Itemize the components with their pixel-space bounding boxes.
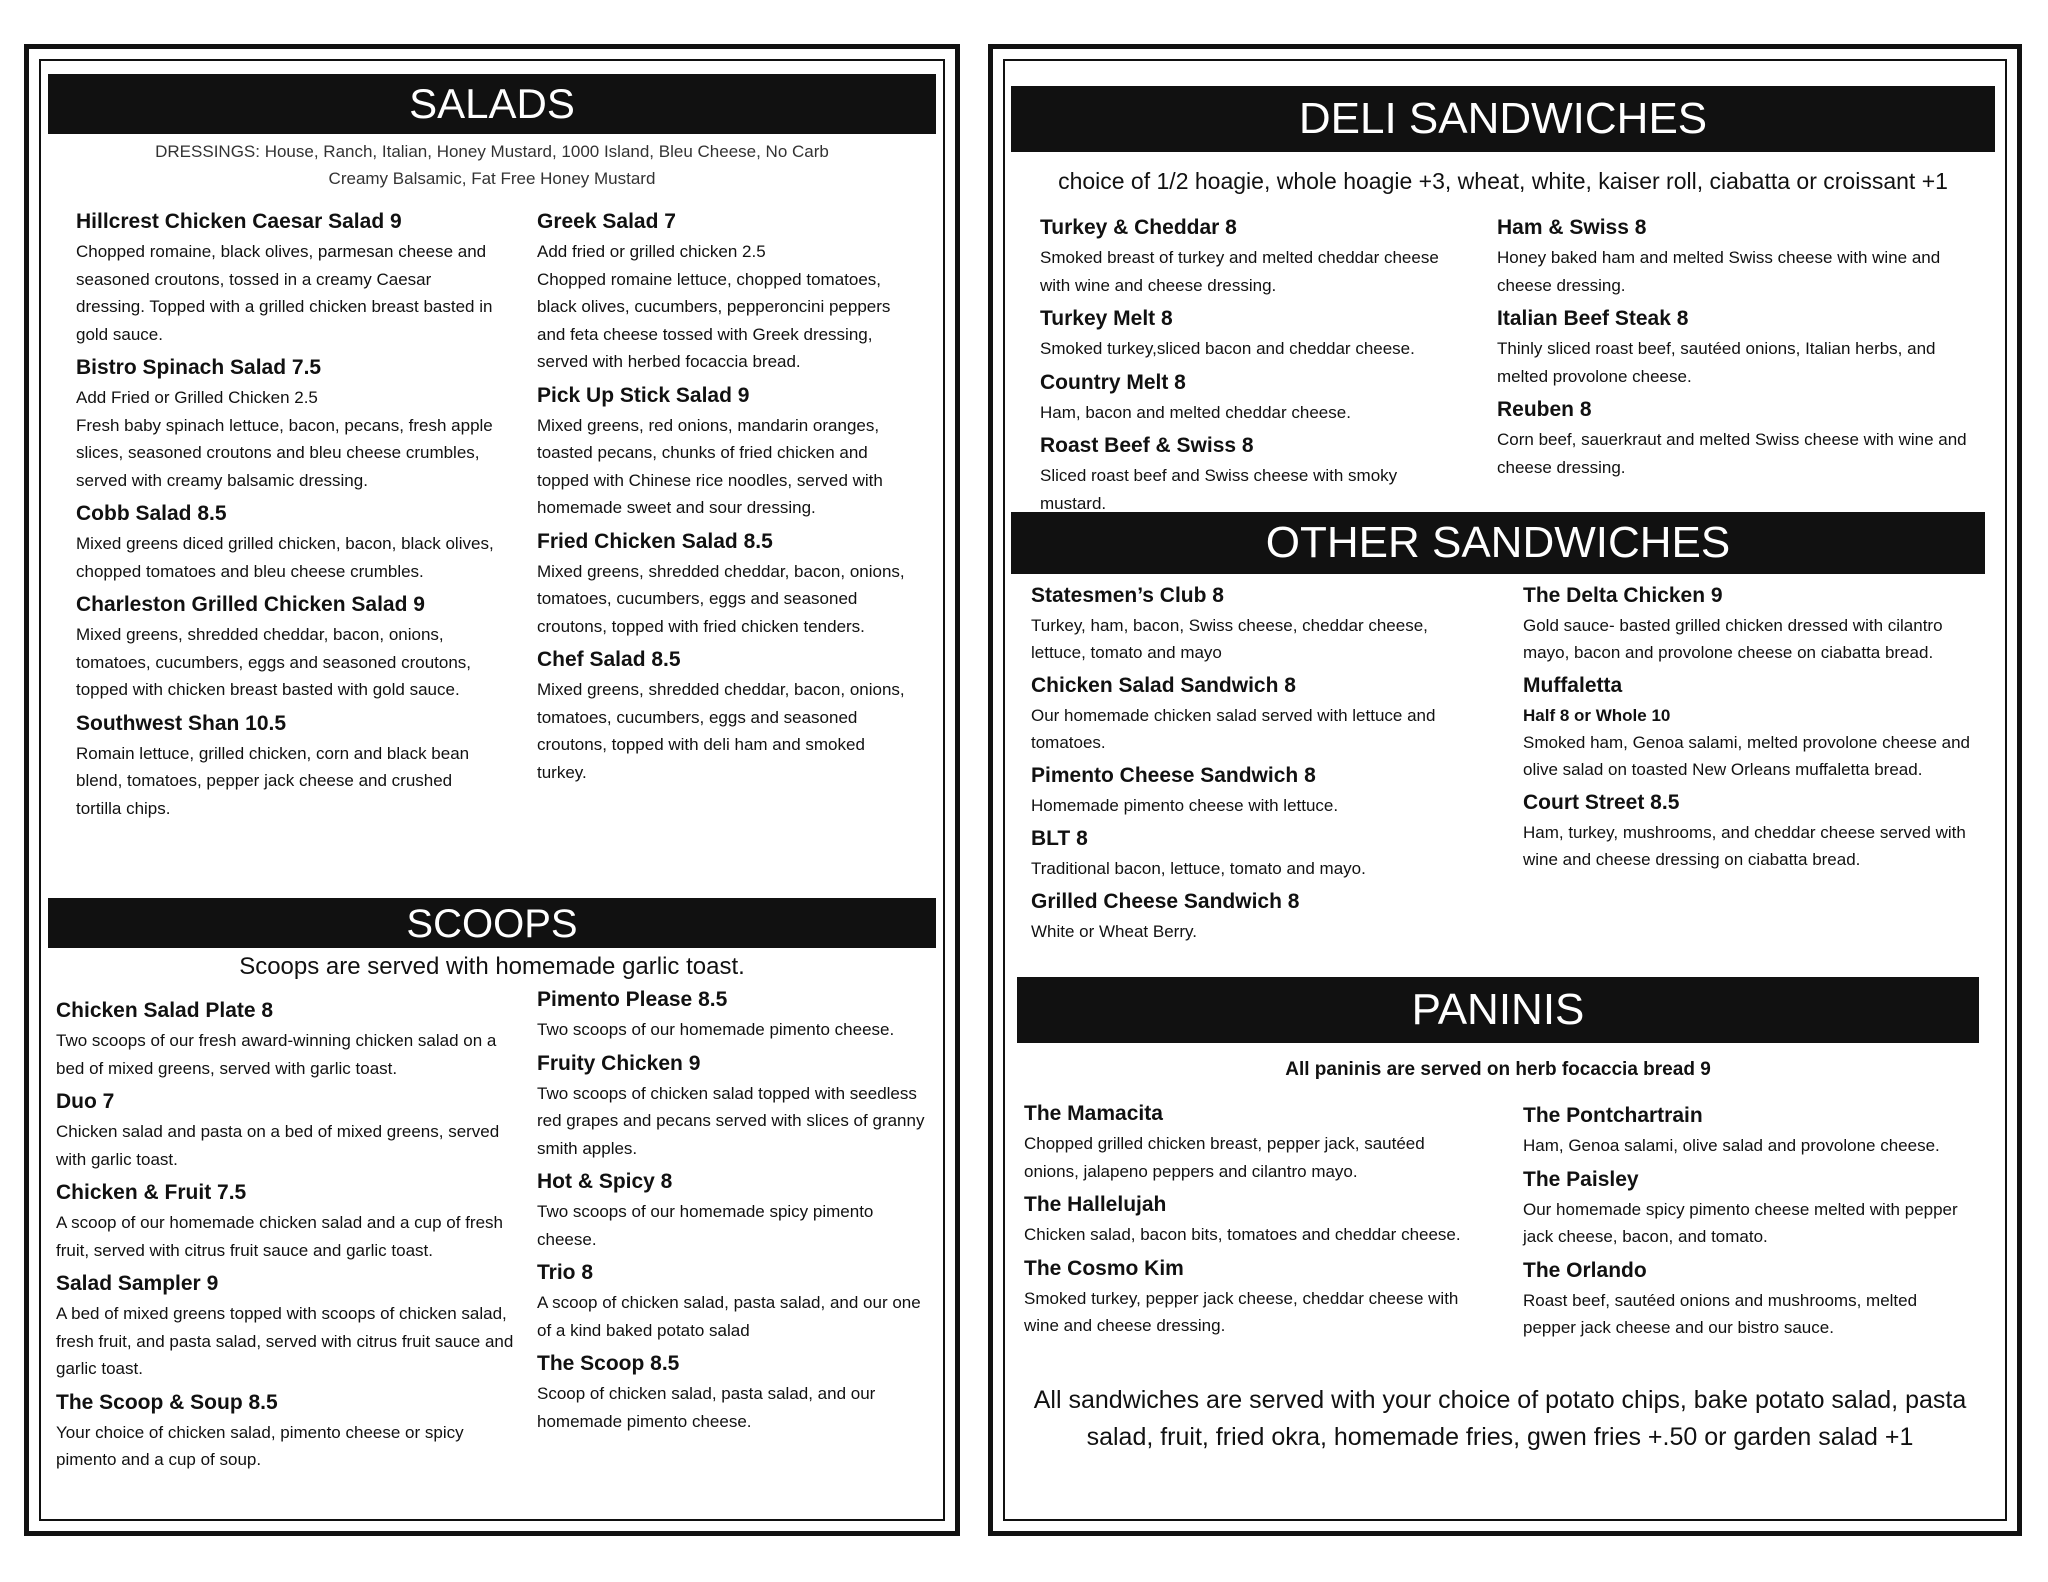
deli-right-column: [1497, 212, 1977, 485]
menu-item-description: Honey baked ham and melted Swiss cheese with wine and cheese dressing.: [1497, 248, 1941, 295]
menu-item-name: Chicken Salad Plate 8: [56, 999, 274, 1022]
menu-item: [1031, 886, 1481, 945]
menu-item-name: Duo 7: [56, 1090, 115, 1113]
menu-item: [1523, 1100, 1973, 1160]
menu-item: [1024, 1189, 1484, 1249]
menu-item-name: Chicken Salad Sandwich 8: [1031, 674, 1296, 697]
paninis-left-column: [1024, 1098, 1484, 1344]
menu-item-description: Two scoops of chicken salad topped with seedless red grapes and pecans served with slices of granny smith apples.: [537, 1083, 925, 1158]
menu-item-name: The Scoop 8.5: [537, 1352, 680, 1375]
salads-dressings: [48, 138, 936, 192]
menu-item: [56, 1086, 516, 1173]
menu-item-description: Mixed greens, shredded cheddar, bacon, onions, tomatoes, cucumbers, eggs and seasoned croutons, topped with chicken breast basted with gold sauce.: [76, 625, 472, 699]
menu-item-name: BLT 8: [1031, 827, 1088, 850]
menu-item: [537, 1257, 927, 1344]
deli-left-column: [1040, 212, 1460, 521]
salads-left-column: [76, 206, 496, 826]
deli-subtitle: choice of 1/2 hoagie, whole hoagie +3, wheat, white, kaiser roll, ciabatta or croissant +1: [1058, 168, 1948, 194]
menu-item-name: Bistro Spinach Salad 7.5: [76, 356, 322, 379]
menu-item-name: Cobb Salad 8.5: [76, 502, 227, 525]
salads-title: SALADS: [409, 80, 575, 127]
scoops-left-column: [56, 995, 516, 1478]
dressings-line-1: DRESSINGS: House, Ranch, Italian, Honey Mustard, 1000 Island, Bleu Cheese, No Carb: [155, 142, 829, 161]
menu-item: [1497, 394, 1977, 481]
menu-item: [1523, 787, 1973, 873]
menu-item: [1031, 823, 1481, 882]
menu-item-name: Country Melt 8: [1040, 370, 1186, 394]
menu-item-name: Turkey & Cheddar 8: [1040, 216, 1237, 239]
menu-item: [537, 206, 917, 376]
menu-item: [1523, 1255, 1973, 1342]
menu-item-name: Court Street 8.5: [1523, 791, 1680, 814]
scoops-banner: [48, 898, 936, 948]
menu-item-description: Your choice of chicken salad, pimento cheese or spicy pimento and a cup of soup.: [56, 1422, 464, 1469]
salads-banner: [48, 74, 936, 134]
menu-item-name: Grilled Cheese Sandwich 8: [1031, 890, 1300, 913]
menu-item-name: Statesmen’s Club 8: [1031, 584, 1224, 607]
menu-item-name: Trio 8: [537, 1261, 594, 1284]
menu-item-description: Our homemade chicken salad served with lettuce and tomatoes.: [1031, 706, 1436, 752]
menu-item: [537, 984, 927, 1044]
menu-item: [56, 1177, 516, 1264]
menu-item: [1523, 1164, 1973, 1251]
menu-item-description: Mixed greens, red onions, mandarin oranges, toasted pecans, chunks of fried chicken and topped with Chinese rice noodles, served with homemade sweet and sour dressing.: [537, 415, 883, 517]
menu-item-description: Scoop of chicken salad, pasta salad, and our homemade pimento cheese.: [537, 1384, 876, 1431]
menu-item: [56, 995, 516, 1082]
menu-item-name: The Paisley: [1523, 1167, 1639, 1191]
menu-item-name: The Delta Chicken 9: [1523, 584, 1723, 607]
menu-item-description: Smoked ham, Genoa salami, melted provolone cheese and olive salad on toasted New Orleans muffaletta bread.: [1523, 733, 1970, 779]
other-right-column: [1523, 580, 1973, 877]
menu-item-description: Ham, turkey, mushrooms, and cheddar cheese served with wine and cheese dressing on ciabatta bread.: [1523, 823, 1966, 869]
menu-item-description: Chopped grilled chicken breast, pepper jack, sautéed onions, jalapeno peppers and cilantro mayo.: [1024, 1134, 1425, 1181]
menu-item: [1040, 367, 1460, 427]
menu-item: [1497, 212, 1977, 299]
menu-item-description: Ham, Genoa salami, olive salad and provolone cheese.: [1523, 1136, 1940, 1155]
menu-item-name: The Pontchartrain: [1523, 1104, 1703, 1127]
menu-item-name: Salad Sampler 9: [56, 1272, 219, 1295]
menu-item-name: The Cosmo Kim: [1024, 1256, 1184, 1280]
menu-item-description: Romain lettuce, grilled chicken, corn and black bean blend, tomatoes, pepper jack cheese and crushed tortilla chips.: [76, 743, 470, 818]
menu-item-description: Smoked breast of turkey and melted cheddar cheese with wine and cheese dressing.: [1040, 248, 1439, 295]
menu-item-name: Chef Salad 8.5: [537, 648, 681, 671]
menu-item: [1040, 212, 1460, 299]
menu-item-description: Sliced roast beef and Swiss cheese with smoky mustard.: [1040, 466, 1398, 513]
menu-item: [537, 1048, 927, 1163]
menu-item-description: Corn beef, sauerkraut and melted Swiss cheese with wine and cheese dressing.: [1497, 430, 1967, 477]
scoops-right-column: [537, 984, 927, 1439]
menu-item-description: Chicken salad, bacon bits, tomatoes and cheddar cheese.: [1024, 1225, 1461, 1244]
menu-item-description: Chicken salad and pasta on a bed of mixed greens, served with garlic toast.: [56, 1122, 500, 1169]
menu-item-description: A scoop of our homemade chicken salad and a cup of fresh fruit, served with citrus fruit sauce and garlic toast.: [56, 1213, 503, 1260]
menu-item: [76, 708, 496, 823]
menu-item-name: Italian Beef Steak 8: [1497, 307, 1689, 330]
menu-item: [1523, 580, 1973, 666]
menu-item-name: The Scoop & Soup 8.5: [56, 1390, 278, 1414]
menu-item: [76, 206, 496, 348]
menu-item-description: Homemade pimento cheese with lettuce.: [1031, 796, 1339, 815]
menu-item: [76, 498, 496, 585]
deli-banner: [1011, 86, 1995, 152]
menu-item-description: Traditional bacon, lettuce, tomato and mayo.: [1031, 859, 1366, 878]
menu-item: [1024, 1253, 1484, 1340]
menu-item: [56, 1268, 516, 1383]
menu-item: [1497, 303, 1977, 390]
menu-item-description: A scoop of chicken salad, pasta salad, and our one of a kind baked potato salad: [537, 1293, 921, 1340]
menu-item-name: The Mamacita: [1024, 1102, 1163, 1125]
menu-item-name: The Orlando: [1523, 1258, 1647, 1282]
menu-item: [1523, 670, 1973, 783]
menu-item-note: Half 8 or Whole 10: [1523, 706, 1671, 725]
menu-item: [1031, 760, 1481, 819]
menu-item: [56, 1387, 516, 1474]
menu-item-note: Add fried or grilled chicken 2.5: [537, 242, 766, 261]
menu-item-description: Gold sauce- basted grilled chicken dressed with cilantro mayo, bacon and provolone cheese on ciabatta bread.: [1523, 616, 1943, 662]
scoops-title: SCOOPS: [406, 902, 578, 946]
sides-footer: All sandwiches are served with your choice of potato chips, bake potato salad, pasta salad, fruit, fried okra, homemade fries, gwen fries +.50 or garden salad +1: [1033, 1386, 1967, 1451]
menu-item-description: Chopped romaine, black olives, parmesan cheese and seasoned croutons, tossed in a creamy Caesar dressing. Topped with a grilled chicken breast basted in gold sauce.: [76, 242, 493, 344]
menu-item: [1024, 1098, 1484, 1185]
menu-item-name: Turkey Melt 8: [1040, 307, 1173, 330]
menu-item-name: Charleston Grilled Chicken Salad 9: [76, 593, 425, 616]
other-left-column: [1031, 580, 1481, 949]
paninis-right-column: [1523, 1100, 1973, 1346]
menu-item-description: Turkey, ham, bacon, Swiss cheese, cheddar cheese, lettuce, tomato and mayo: [1031, 616, 1428, 662]
scoops-subtitle: Scoops are served with homemade garlic toast.: [239, 953, 745, 980]
menu-item-name: Reuben 8: [1497, 398, 1592, 421]
menu-item-name: Fruity Chicken 9: [537, 1051, 701, 1075]
menu-item-description: White or Wheat Berry.: [1031, 922, 1197, 941]
menu-item: [1040, 430, 1460, 517]
menu-item-description: Two scoops of our homemade pimento cheese.: [537, 1020, 895, 1039]
menu-item-name: Hillcrest Chicken Caesar Salad 9: [76, 210, 402, 233]
menu-item-name: Pick Up Stick Salad 9: [537, 383, 750, 407]
salads-right-column: [537, 206, 917, 790]
menu-item-description: Ham, bacon and melted cheddar cheese.: [1040, 402, 1351, 422]
menu-item: [1031, 670, 1481, 756]
menu-item: [76, 352, 496, 494]
menu-item-name: Muffaletta: [1523, 674, 1623, 697]
menu-item-description: Our homemade spicy pimento cheese melted with pepper jack cheese, bacon, and tomato.: [1523, 1199, 1958, 1246]
menu-item: [537, 1348, 927, 1435]
menu-item: [537, 380, 917, 522]
other-sandwiches-title: OTHER SANDWICHES: [1265, 518, 1731, 567]
deli-title: DELI SANDWICHES: [1298, 94, 1708, 143]
other-sandwiches-banner: [1011, 512, 1985, 574]
menu-item-name: Fried Chicken Salad 8.5: [537, 529, 773, 553]
menu-item-description: Roast beef, sautéed onions and mushrooms, melted pepper jack cheese and our bistro sauce.: [1523, 1290, 1918, 1337]
menu-item-description: Chopped romaine lettuce, chopped tomatoes, black olives, cucumbers, pepperoncini peppers and feta cheese tossed with Greek dressing, served with herbed focaccia bread.: [537, 269, 891, 371]
dressings-line-2: Creamy Balsamic, Fat Free Honey Mustard: [328, 169, 656, 188]
paninis-title: PANINIS: [1411, 985, 1585, 1034]
menu-item: [537, 1166, 927, 1253]
menu-item-description: Mixed greens, shredded cheddar, bacon, onions, tomatoes, cucumbers, eggs and seasoned croutons, topped with fried chicken tenders.: [537, 561, 905, 636]
menu-item-description: Mixed greens, shredded cheddar, bacon, onions, tomatoes, cucumbers, eggs and seasoned croutons, topped with deli ham and smoked turkey.: [537, 680, 905, 782]
menu-item-name: Ham & Swiss 8: [1497, 216, 1647, 239]
menu-item-name: Chicken & Fruit 7.5: [56, 1181, 247, 1204]
menu-item-description: Mixed greens diced grilled chicken, bacon, black olives, chopped tomatoes and bleu cheese crumbles.: [76, 534, 494, 581]
menu-item-name: Southwest Shan 10.5: [76, 711, 287, 735]
menu-item-description: Two scoops of our homemade spicy pimento cheese.: [537, 1202, 874, 1249]
menu-item-name: Greek Salad 7: [537, 210, 676, 233]
menu-item-note: Add Fried or Grilled Chicken 2.5: [76, 388, 318, 407]
paninis-banner: [1017, 977, 1979, 1043]
menu-item-description: Fresh baby spinach lettuce, bacon, pecans, fresh apple slices, seasoned croutons and bleu cheese crumbles, served with creamy balsamic dressing.: [76, 415, 493, 490]
menu-item-description: Thinly sliced roast beef, sautéed onions, Italian herbs, and melted provolone cheese.: [1497, 339, 1936, 386]
menu-item-description: A bed of mixed greens topped with scoops of chicken salad, fresh fruit, and pasta salad, served with citrus fruit sauce and garlic toast.: [56, 1304, 514, 1378]
menu-item-name: The Hallelujah: [1024, 1193, 1167, 1216]
menu-item-description: Smoked turkey, pepper jack cheese, cheddar cheese with wine and cheese dressing.: [1024, 1288, 1459, 1335]
menu-item-description: Two scoops of our fresh award-winning chicken salad on a bed of mixed greens, served with garlic toast.: [56, 1031, 497, 1078]
menu-item: [1031, 580, 1481, 666]
menu-item-name: Roast Beef & Swiss 8: [1040, 434, 1254, 457]
menu-item-name: Pimento Please 8.5: [537, 988, 728, 1011]
menu-item-name: Hot & Spicy 8: [537, 1170, 673, 1193]
menu-item-description: Smoked turkey,sliced bacon and cheddar cheese.: [1040, 339, 1415, 358]
menu-item: [76, 589, 496, 704]
menu-item: [537, 644, 917, 786]
menu-item-name: Pimento Cheese Sandwich 8: [1031, 764, 1316, 787]
menu-item: [1040, 303, 1460, 363]
menu-item: [537, 526, 917, 641]
paninis-subtitle: All paninis are served on herb focaccia bread 9: [1285, 1059, 1711, 1080]
